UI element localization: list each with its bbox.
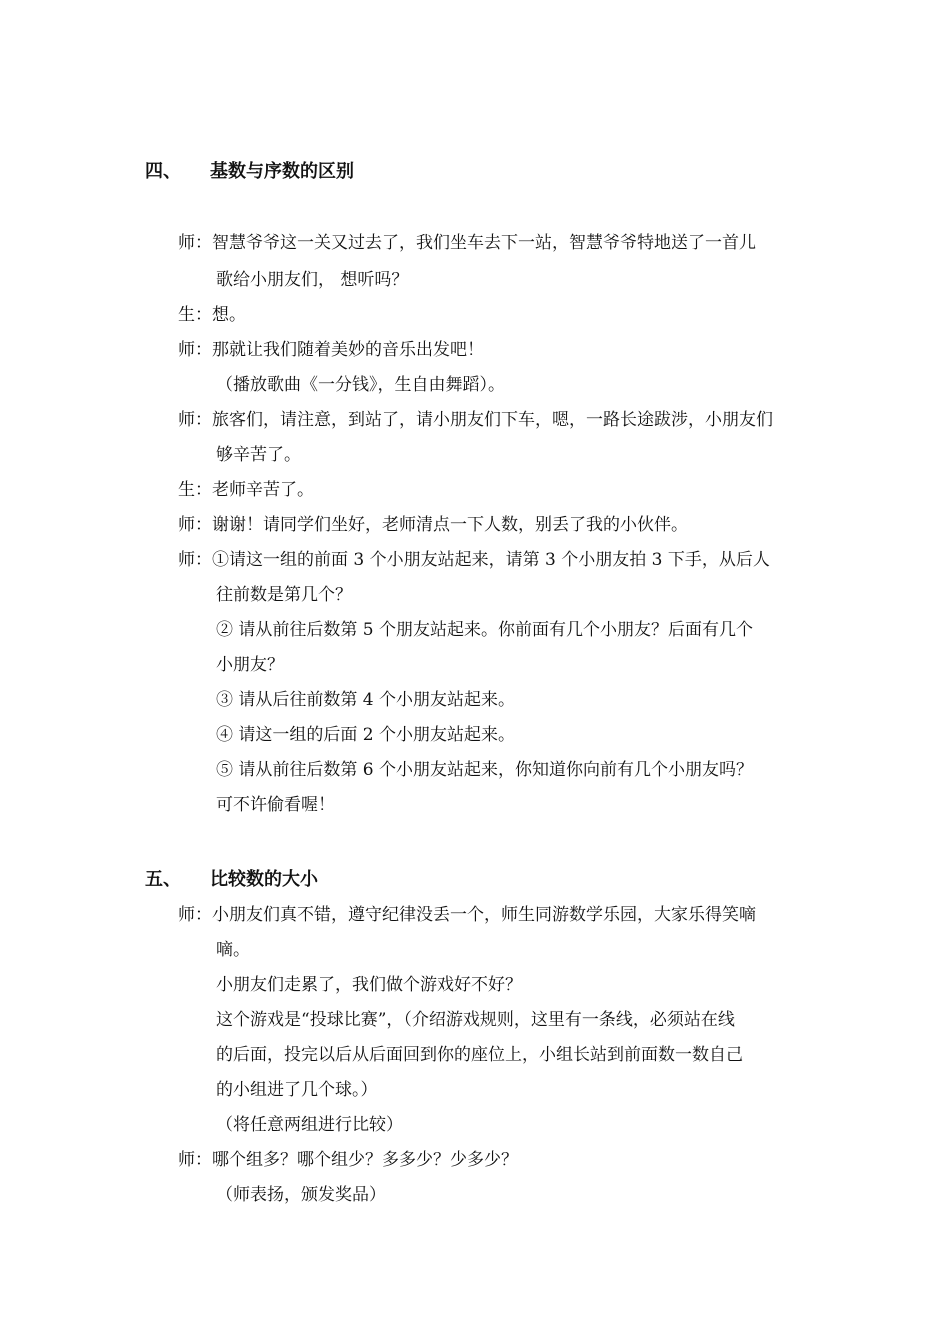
paragraph-line: 师：旅客们，请注意，到站了，请小朋友们下车，嗯，一路长途跋涉，小朋友们 [178, 410, 773, 430]
section-number: 四、 [145, 161, 181, 182]
paragraph-line: 往前数是第几个？ [216, 585, 352, 605]
paragraph-line: 生：想。 [178, 305, 246, 325]
paragraph-line: 小朋友们走累了，我们做个游戏好不好？ [216, 975, 522, 995]
paragraph-line: 的后面，投完以后从后面回到你的座位上，小组长站到前面数一数自己 [216, 1045, 743, 1065]
section-heading [145, 868, 318, 892]
paragraph-line: （将任意两组进行比较） [216, 1115, 403, 1135]
paragraph-line: 可不许偷看喔！ [216, 795, 335, 815]
paragraph-line: 够辛苦了。 [216, 445, 301, 465]
paragraph-line: ⑤ 请从前往后数第 6 个小朋友站起来，你知道你向前有几个小朋友吗？ [216, 760, 754, 780]
paragraph-line: 师：小朋友们真不错，遵守纪律没丢一个，师生同游数学乐园，大家乐得笑嘀 [178, 905, 756, 925]
paragraph-line: 师：①请这一组的前面 3 个小朋友站起来，请第 3 个小朋友拍 3 下手，从后人 [178, 550, 770, 570]
paragraph-line: 师：哪个组多？哪个组少？多多少？少多少？ [178, 1150, 518, 1170]
section-heading [145, 160, 354, 184]
paragraph-line: 师：智慧爷爷这一关又过去了，我们坐车去下一站，智慧爷爷特地送了一首儿 [178, 233, 756, 253]
paragraph-line: ③ 请从后往前数第 4 个小朋友站起来。 [216, 690, 516, 710]
section-title: 比较数的大小 [210, 869, 318, 890]
paragraph-line: 小朋友？ [216, 655, 284, 675]
paragraph-line: 的小组进了几个球。） [216, 1080, 378, 1100]
paragraph-line: 嘀。 [216, 940, 250, 960]
paragraph-line: ④ 请这一组的后面 2 个小朋友站起来。 [216, 725, 516, 745]
paragraph-line: 师：那就让我们随着美妙的音乐出发吧！ [178, 340, 484, 360]
section-number: 五、 [145, 869, 181, 890]
paragraph-line: 师：谢谢！请同学们坐好，老师清点一下人数，别丢了我的小伙伴。 [178, 515, 688, 535]
paragraph-line: 这个游戏是“投球比赛”，（介绍游戏规则，这里有一条线，必须站在线 [216, 1010, 735, 1030]
paragraph-line: （播放歌曲《一分钱》，生自由舞蹈）。 [216, 375, 505, 395]
section-title: 基数与序数的区别 [210, 161, 354, 182]
paragraph-line: （师表扬，颁发奖品） [216, 1185, 386, 1205]
paragraph-line: ② 请从前往后数第 5 个朋友站起来。你前面有几个小朋友？后面有几个 [216, 620, 754, 640]
paragraph-line: 生：老师辛苦了。 [178, 480, 314, 500]
paragraph-line: 歌给小朋友们， 想听吗？ [216, 270, 409, 290]
